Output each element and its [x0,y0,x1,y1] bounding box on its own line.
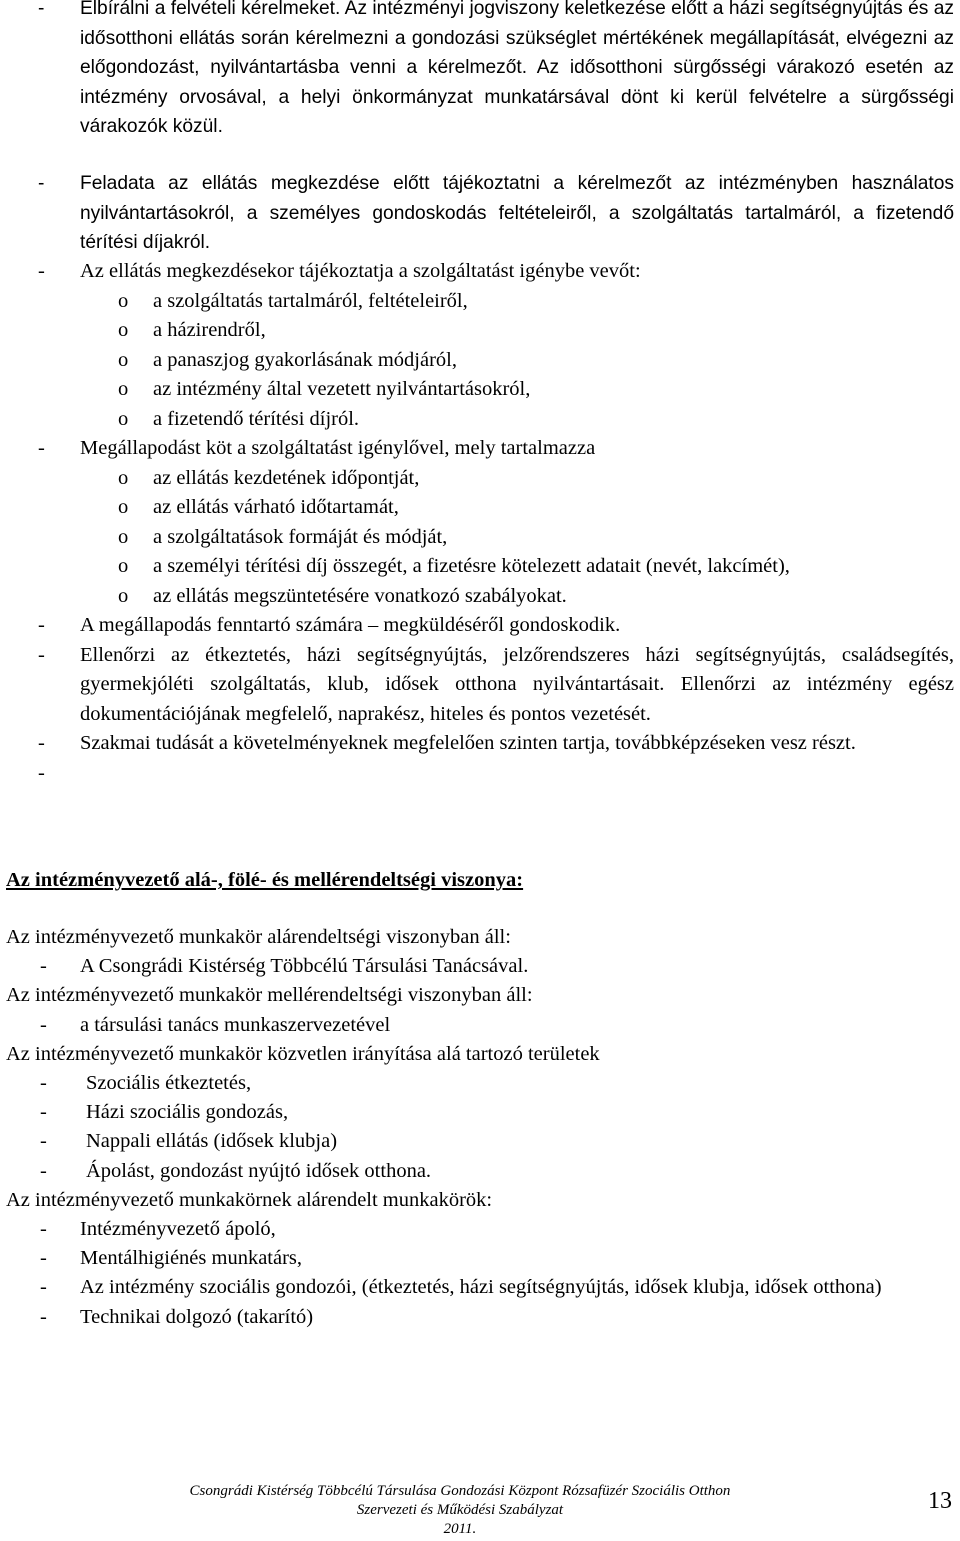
page-number: 13 [928,1488,952,1514]
relation-item-text: Mentálhigiénés munkatárs, [80,1247,303,1270]
list-item [6,759,954,788]
list-item [6,169,954,258]
sub-list-item [6,316,954,346]
relation-item [6,1127,954,1156]
list-dash: - [40,1218,47,1241]
list-item-text: Megállapodást köt a szolgáltatást igénylővel, mely tartalmazza [80,437,596,459]
list-dash: - [40,1247,47,1270]
list-item-text: Elbírálni a felvételi kérelmeket. Az intézményi jogviszony keletkezése előtt a házi segítségnyújtás és az idősotthoni ellátás során kérelmezni a gondozási szükséglet mértékének megállapítását, elvégezni az előgondozást, nyilvántartásba venni a kérelmezőt. Az idősotthoni sürgősségi várakozó esetén az intézmény orvosával, a helyi önkormányzat munkatársával dönt ki kerül felvételre a sürgősségi várakozók közül. [80,0,954,137]
bullet: o [118,378,129,400]
list-dash: - [40,1101,47,1124]
list-item [6,434,954,464]
list-dash: - [40,955,47,978]
list-item [6,0,954,142]
sub-list-item [6,523,954,553]
info-duty-section [6,169,954,258]
top-duties-section [6,0,954,142]
bullet: o [118,348,129,371]
relation-item-text: Házi szociális gondozás, [86,1101,289,1124]
relation-item-text: Intézményvezető ápoló, [80,1218,276,1241]
relation-intro: Az intézményvezető munkakör alárendeltségi viszonyban áll: [6,926,511,948]
relation-intro: Az intézményvezető munkakör mellérendeltségi viszonyban áll: [6,984,533,1007]
bullet: o [118,289,129,312]
sub-list-item-text: az ellátás megszüntetésére vonatkozó szabályokat. [153,584,567,607]
list-item-text: A megállapodás fenntartó számára – megküldéséről gondoskodik. [80,614,621,636]
list-dash: - [40,1276,47,1299]
list-dash: - [40,1159,47,1182]
relations-section [6,923,954,1332]
list-dash: - [38,732,45,754]
sub-list-item [6,464,954,494]
sub-list-item-text: a személyi térítési díj összegét, a fizetésre kötelezett adatait (nevét, lakcímét), [153,555,790,577]
sub-list-item-text: az ellátás kezdetének időpontját, [153,466,420,489]
relation-intro: Az intézményvezető munkakör közvetlen irányítása alá tartozó területek [6,1042,600,1065]
serif-duties-section [6,257,954,788]
list-dash: - [38,614,45,636]
bullet: o [118,496,129,518]
bullet: o [118,525,129,548]
sub-list-item-text: az ellátás várható időtartamát, [153,496,399,518]
relation-item-text: Az intézmény szociális gondozói, (étkeztetés, házi segítségnyújtás, idősek klubja, idősek otthona) [80,1276,882,1299]
list-dash: - [40,1013,47,1036]
bullet: o [118,555,129,577]
relation-item [6,1011,954,1040]
sub-list-item-text: az intézmény által vezetett nyilvántartásokról, [153,378,531,400]
sub-list-item-text: a panaszjog gyakorlásának módjáról, [153,348,457,371]
relation-item-text: A Csongrádi Kistérség Többcélú Társulási Tanácsával. [80,955,529,978]
bullet: o [118,319,129,341]
relation-item [6,1157,954,1186]
sub-list-item-text: a szolgáltatás tartalmáról, feltételeiről, [153,289,468,312]
sub-list-item [6,582,954,612]
list-dash: - [38,260,45,282]
list-item [6,611,954,641]
sub-list-item-text: a házirendről, [153,319,266,341]
list-dash: - [38,173,45,194]
relation-intro: Az intézményvezető munkakörnek alárendelt munkakörök: [6,1188,493,1211]
sub-list-item [6,405,954,435]
section-heading: Az intézményvezető alá-, fölé- és mellérendeltségi viszonya: [6,869,524,891]
list-item-text: Szakmai tudását a követelményeknek megfelelően szinten tartja, továbbképzéseken vesz részt. [80,732,856,754]
sub-list-item-text: a fizetendő térítési díjról. [153,407,360,430]
list-dash: - [40,1072,47,1095]
relation-item [6,1098,954,1127]
relation-item [6,1244,954,1273]
footer-year: 2011. [443,1521,477,1537]
bullet: o [118,466,129,489]
relation-item-text: Nappali ellátás (idősek klubja) [86,1130,338,1153]
relation-item [6,1069,954,1098]
sub-list-item [6,375,954,405]
relation-item [6,952,954,981]
list-dash: - [40,1305,47,1328]
relation-item [6,1303,954,1332]
list-item [6,257,954,287]
bullet: o [118,584,129,607]
list-item-text: Az ellátás megkezdésekor tájékoztatja a szolgáltatást igénybe vevőt: [80,260,641,282]
list-item-text: Ellenőrzi az étkeztetés, házi segítségnyújtás, jelzőrendszeres házi segítségnyújtás, családsegítés, gyermekjóléti szolgáltatás, klub, idősek otthona nyilvántartásait. Ellenőrzi az intézmény egész dokumentációjának megfelelő, naprakész, hiteles és pontos vezetését. [80,643,954,725]
sub-list-item [6,493,954,523]
sub-list-item [6,346,954,376]
footer-organization: Csongrádi Kistérség Többcélú Társulása Gondozási Központ Rózsafüzér Szociális Otthon [189,1483,731,1499]
list-item [6,641,954,730]
relation-item [6,1215,954,1244]
relation-item-text: Technikai dolgozó (takarító) [80,1305,314,1328]
sub-list-item [6,287,954,317]
relation-item [6,1273,954,1302]
relation-item-text: Ápolást, gondozást nyújtó idősek otthona. [86,1159,432,1182]
relation-item-text: Szociális étkeztetés, [86,1072,252,1095]
footer-document-title: Szervezeti és Működési Szabályzat [356,1502,564,1518]
list-dash: - [38,643,45,666]
list-dash: - [38,437,45,459]
list-dash: - [38,0,45,19]
bullet: o [118,407,129,430]
page-footer [120,1482,800,1539]
list-item [6,729,954,759]
sub-list-item-text: a szolgáltatások formáját és módját, [153,525,448,548]
list-dash: - [38,761,45,784]
list-item-text: Feladata az ellátás megkezdése előtt tájékoztatni a kérelmezőt az intézményben használatos nyilvántartásokról, a személyes gondoskodás feltételeiről, a szolgáltatás tartalmáról, a fizetendő térítési díjakról. [80,173,954,253]
list-dash: - [40,1130,47,1153]
relation-item-text: a társulási tanács munkaszervezetével [80,1013,391,1036]
sub-list-item [6,552,954,582]
